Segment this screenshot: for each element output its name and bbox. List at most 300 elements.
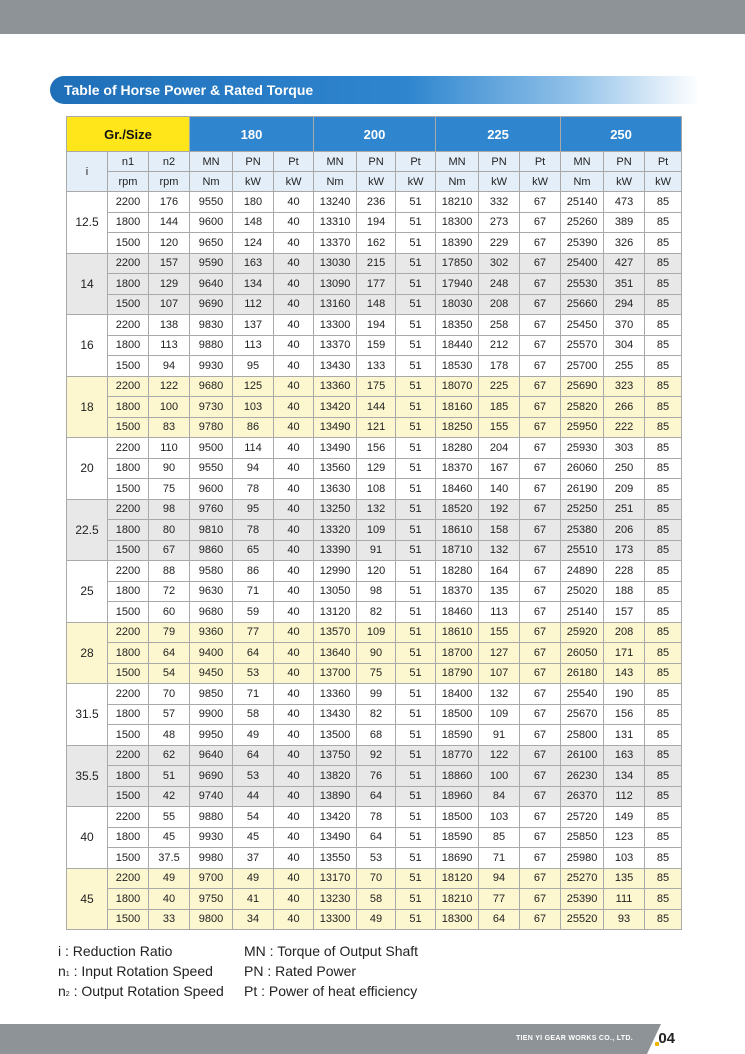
cell-pt-180: 40 [274, 192, 314, 213]
table-row [67, 499, 682, 520]
cell-pt-225: 67 [520, 458, 561, 479]
cell-pn-180: 94 [233, 458, 274, 479]
cell-pn-225: 204 [479, 438, 520, 459]
size-header-180: 180 [190, 117, 314, 152]
cell-mn-225: 18390 [436, 233, 479, 254]
cell-mn-200: 13370 [314, 335, 357, 356]
cell-pt-250: 85 [645, 335, 682, 356]
table-row [67, 376, 682, 397]
cell-mn-250: 25950 [561, 417, 604, 438]
cell-mn-200: 13420 [314, 807, 357, 828]
cell-mn-225: 18770 [436, 745, 479, 766]
cell-pn-250: 266 [604, 397, 645, 418]
cell-n2: 110 [149, 438, 190, 459]
cell-pt-225: 67 [520, 192, 561, 213]
cell-pn-225: 155 [479, 417, 520, 438]
header-row-symbols [67, 152, 682, 172]
cell-n2: 54 [149, 663, 190, 684]
cell-pt-250: 85 [645, 499, 682, 520]
legend-pt: Pt : Power of heat efficiency [244, 983, 418, 999]
cell-pt-200: 51 [396, 294, 436, 315]
kw-unit: kW [604, 172, 645, 192]
cell-pn-180: 124 [233, 233, 274, 254]
cell-pn-250: 123 [604, 827, 645, 848]
cell-pn-225: 192 [479, 499, 520, 520]
cell-mn-180: 9600 [190, 479, 233, 500]
cell-pt-200: 51 [396, 868, 436, 889]
cell-pn-180: 59 [233, 602, 274, 623]
cell-pn-200: 75 [357, 663, 396, 684]
cell-mn-180: 9550 [190, 192, 233, 213]
cell-pn-250: 222 [604, 417, 645, 438]
cell-pn-250: 370 [604, 315, 645, 336]
cell-pt-180: 40 [274, 581, 314, 602]
cell-pt-250: 85 [645, 725, 682, 746]
cell-mn-180: 9780 [190, 417, 233, 438]
cell-mn-180: 9740 [190, 786, 233, 807]
cell-pt-200: 51 [396, 479, 436, 500]
table-row [67, 807, 682, 828]
cell-mn-250: 26050 [561, 643, 604, 664]
cell-mn-250: 25020 [561, 581, 604, 602]
cell-pn-180: 113 [233, 335, 274, 356]
table-row [67, 848, 682, 869]
cell-mn-225: 18030 [436, 294, 479, 315]
cell-pt-180: 40 [274, 909, 314, 930]
cell-n2: 60 [149, 602, 190, 623]
cell-n1: 1500 [108, 909, 149, 930]
cell-pn-225: 100 [479, 766, 520, 787]
cell-pt-250: 85 [645, 479, 682, 500]
cell-mn-250: 26230 [561, 766, 604, 787]
cell-pt-200: 51 [396, 766, 436, 787]
cell-n2: 67 [149, 540, 190, 561]
cell-pt-180: 40 [274, 622, 314, 643]
cell-n2: 144 [149, 212, 190, 233]
cell-pt-200: 51 [396, 458, 436, 479]
cell-mn-250: 25720 [561, 807, 604, 828]
cell-pn-225: 164 [479, 561, 520, 582]
cell-n1: 2200 [108, 376, 149, 397]
cell-pn-180: 71 [233, 581, 274, 602]
cell-n1: 1800 [108, 335, 149, 356]
cell-pn-180: 78 [233, 520, 274, 541]
cell-pn-250: 250 [604, 458, 645, 479]
cell-pt-225: 67 [520, 335, 561, 356]
cell-pt-200: 51 [396, 602, 436, 623]
cell-pn-200: 76 [357, 766, 396, 787]
cell-pt-200: 51 [396, 438, 436, 459]
cell-pn-250: 473 [604, 192, 645, 213]
table-row [67, 663, 682, 684]
cell-n1: 1800 [108, 889, 149, 910]
cell-mn-250: 25260 [561, 212, 604, 233]
cell-mn-180: 9640 [190, 745, 233, 766]
cell-mn-180: 9650 [190, 233, 233, 254]
page-number: 04 [658, 1030, 675, 1047]
cell-pt-180: 40 [274, 233, 314, 254]
cell-pt-225: 67 [520, 602, 561, 623]
cell-pt-225: 67 [520, 376, 561, 397]
cell-mn-225: 18210 [436, 889, 479, 910]
cell-pt-225: 67 [520, 704, 561, 725]
cell-pt-225: 67 [520, 848, 561, 869]
cell-n2: 90 [149, 458, 190, 479]
cell-pt-250: 85 [645, 827, 682, 848]
cell-mn-200: 13390 [314, 540, 357, 561]
cell-mn-250: 25140 [561, 192, 604, 213]
ratio-cell: 16 [67, 315, 108, 377]
cell-mn-250: 25670 [561, 704, 604, 725]
cell-pn-180: 163 [233, 253, 274, 274]
cell-pt-180: 40 [274, 458, 314, 479]
rpm-unit: rpm [149, 172, 190, 192]
cell-pn-180: 44 [233, 786, 274, 807]
cell-pn-180: 180 [233, 192, 274, 213]
cell-pn-225: 302 [479, 253, 520, 274]
cell-mn-200: 13360 [314, 376, 357, 397]
cell-n1: 1500 [108, 479, 149, 500]
cell-mn-180: 9830 [190, 315, 233, 336]
cell-pt-250: 85 [645, 274, 682, 295]
cell-n2: 62 [149, 745, 190, 766]
cell-n2: 40 [149, 889, 190, 910]
spec-table [66, 116, 682, 930]
cell-pt-250: 85 [645, 458, 682, 479]
cell-pn-180: 71 [233, 684, 274, 705]
cell-mn-200: 13160 [314, 294, 357, 315]
gr-size-header: Gr./Size [67, 117, 190, 152]
cell-n1: 1500 [108, 294, 149, 315]
cell-n1: 1500 [108, 540, 149, 561]
cell-pn-200: 132 [357, 499, 396, 520]
cell-pn-250: 389 [604, 212, 645, 233]
cell-mn-250: 26100 [561, 745, 604, 766]
cell-pt-200: 51 [396, 212, 436, 233]
cell-n2: 157 [149, 253, 190, 274]
cell-pn-180: 58 [233, 704, 274, 725]
pt-header: Pt [520, 152, 561, 172]
cell-n2: 122 [149, 376, 190, 397]
table-row [67, 253, 682, 274]
cell-pt-225: 67 [520, 684, 561, 705]
cell-mn-180: 9680 [190, 376, 233, 397]
pn-header: PN [357, 152, 396, 172]
nm-unit: Nm [314, 172, 357, 192]
cell-pt-225: 67 [520, 786, 561, 807]
cell-pt-200: 51 [396, 233, 436, 254]
cell-pn-250: 171 [604, 643, 645, 664]
cell-pt-225: 67 [520, 745, 561, 766]
cell-pn-200: 109 [357, 622, 396, 643]
cell-n2: 100 [149, 397, 190, 418]
cell-mn-250: 25380 [561, 520, 604, 541]
cell-pt-225: 67 [520, 212, 561, 233]
cell-mn-225: 17850 [436, 253, 479, 274]
cell-mn-200: 13630 [314, 479, 357, 500]
cell-mn-250: 25250 [561, 499, 604, 520]
cell-pt-200: 51 [396, 745, 436, 766]
ratio-cell: 35.5 [67, 745, 108, 807]
cell-pt-225: 67 [520, 274, 561, 295]
cell-mn-250: 25540 [561, 684, 604, 705]
cell-mn-180: 9690 [190, 294, 233, 315]
cell-pt-225: 67 [520, 397, 561, 418]
cell-pn-225: 122 [479, 745, 520, 766]
cell-pt-250: 85 [645, 520, 682, 541]
cell-n2: 176 [149, 192, 190, 213]
cell-pn-225: 178 [479, 356, 520, 377]
cell-mn-225: 18500 [436, 807, 479, 828]
table-row [67, 315, 682, 336]
cell-n2: 113 [149, 335, 190, 356]
cell-n1: 2200 [108, 807, 149, 828]
cell-mn-200: 13490 [314, 827, 357, 848]
ratio-cell: 45 [67, 868, 108, 930]
cell-pt-250: 85 [645, 192, 682, 213]
cell-pn-250: 351 [604, 274, 645, 295]
ratio-cell: 31.5 [67, 684, 108, 746]
ratio-cell: 28 [67, 622, 108, 684]
ratio-cell: 25 [67, 561, 108, 623]
cell-pt-200: 51 [396, 909, 436, 930]
cell-pt-180: 40 [274, 397, 314, 418]
cell-n1: 1800 [108, 581, 149, 602]
cell-mn-250: 25520 [561, 909, 604, 930]
cell-pn-180: 137 [233, 315, 274, 336]
cell-pt-200: 51 [396, 786, 436, 807]
cell-pn-180: 134 [233, 274, 274, 295]
pn-header: PN [233, 152, 274, 172]
cell-mn-225: 18500 [436, 704, 479, 725]
cell-mn-200: 13230 [314, 889, 357, 910]
table-row [67, 540, 682, 561]
cell-n1: 1800 [108, 766, 149, 787]
table-row [67, 766, 682, 787]
cell-pn-200: 64 [357, 786, 396, 807]
cell-n2: 42 [149, 786, 190, 807]
cell-pn-180: 112 [233, 294, 274, 315]
cell-pt-225: 67 [520, 540, 561, 561]
cell-pt-225: 67 [520, 807, 561, 828]
cell-mn-180: 9950 [190, 725, 233, 746]
table-row [67, 335, 682, 356]
cell-pn-225: 140 [479, 479, 520, 500]
cell-mn-250: 25270 [561, 868, 604, 889]
cell-mn-250: 25140 [561, 602, 604, 623]
cell-mn-180: 9850 [190, 684, 233, 705]
cell-pn-250: 173 [604, 540, 645, 561]
cell-pn-180: 37 [233, 848, 274, 869]
cell-pn-225: 94 [479, 868, 520, 889]
ratio-cell: 12.5 [67, 192, 108, 254]
cell-pt-200: 51 [396, 253, 436, 274]
cell-pt-180: 40 [274, 725, 314, 746]
table-row [67, 827, 682, 848]
cell-pn-225: 155 [479, 622, 520, 643]
cell-pt-180: 40 [274, 766, 314, 787]
cell-pt-180: 40 [274, 253, 314, 274]
cell-pn-180: 77 [233, 622, 274, 643]
cell-mn-225: 18590 [436, 827, 479, 848]
kw-unit: kW [357, 172, 396, 192]
legend-ratio: i : Reduction Ratio [58, 943, 173, 959]
cell-pn-200: 177 [357, 274, 396, 295]
cell-pn-250: 427 [604, 253, 645, 274]
cell-pt-225: 67 [520, 766, 561, 787]
kw-unit: kW [233, 172, 274, 192]
cell-mn-180: 9930 [190, 356, 233, 377]
cell-pn-225: 158 [479, 520, 520, 541]
cell-n1: 1800 [108, 274, 149, 295]
cell-n1: 2200 [108, 561, 149, 582]
cell-pt-180: 40 [274, 684, 314, 705]
cell-pn-250: 209 [604, 479, 645, 500]
cell-pt-250: 85 [645, 909, 682, 930]
cell-pt-200: 51 [396, 376, 436, 397]
cell-pt-250: 85 [645, 704, 682, 725]
cell-pn-225: 85 [479, 827, 520, 848]
cell-pt-250: 85 [645, 766, 682, 787]
legend-pn: PN : Rated Power [244, 963, 357, 979]
cell-n1: 2200 [108, 684, 149, 705]
cell-pn-200: 78 [357, 807, 396, 828]
cell-pt-250: 85 [645, 663, 682, 684]
cell-pt-225: 67 [520, 643, 561, 664]
cell-n2: 98 [149, 499, 190, 520]
cell-mn-180: 9630 [190, 581, 233, 602]
cell-n1: 2200 [108, 499, 149, 520]
cell-pn-250: 251 [604, 499, 645, 520]
table-row [67, 274, 682, 295]
cell-pt-225: 67 [520, 253, 561, 274]
cell-pt-180: 40 [274, 786, 314, 807]
cell-pt-200: 51 [396, 335, 436, 356]
cell-n2: 129 [149, 274, 190, 295]
cell-pt-200: 51 [396, 643, 436, 664]
cell-pt-180: 40 [274, 335, 314, 356]
cell-pt-225: 67 [520, 868, 561, 889]
cell-mn-225: 18530 [436, 356, 479, 377]
cell-mn-200: 12990 [314, 561, 357, 582]
cell-pt-225: 67 [520, 663, 561, 684]
cell-pn-200: 98 [357, 581, 396, 602]
cell-pt-250: 85 [645, 602, 682, 623]
cell-mn-250: 25930 [561, 438, 604, 459]
cell-mn-250: 26060 [561, 458, 604, 479]
cell-pn-250: 304 [604, 335, 645, 356]
cell-mn-200: 13550 [314, 848, 357, 869]
cell-mn-250: 24890 [561, 561, 604, 582]
cell-mn-180: 9500 [190, 438, 233, 459]
cell-pn-200: 70 [357, 868, 396, 889]
legend-output-speed [58, 981, 224, 1005]
cell-mn-250: 25980 [561, 848, 604, 869]
cell-mn-200: 13500 [314, 725, 357, 746]
cell-pn-200: 133 [357, 356, 396, 377]
cell-pn-225: 103 [479, 807, 520, 828]
cell-pn-250: 111 [604, 889, 645, 910]
cell-pt-180: 40 [274, 745, 314, 766]
cell-pn-225: 273 [479, 212, 520, 233]
cell-mn-225: 18280 [436, 561, 479, 582]
cell-mn-225: 18280 [436, 438, 479, 459]
cell-pt-200: 51 [396, 540, 436, 561]
cell-pt-225: 67 [520, 315, 561, 336]
cell-pt-200: 51 [396, 315, 436, 336]
cell-mn-180: 9590 [190, 253, 233, 274]
cell-mn-200: 13170 [314, 868, 357, 889]
cell-mn-180: 9400 [190, 643, 233, 664]
cell-mn-250: 26190 [561, 479, 604, 500]
cell-mn-200: 13030 [314, 253, 357, 274]
cell-pt-200: 51 [396, 417, 436, 438]
cell-mn-200: 13300 [314, 315, 357, 336]
cell-mn-225: 18300 [436, 909, 479, 930]
cell-mn-180: 9690 [190, 766, 233, 787]
cell-pt-250: 85 [645, 397, 682, 418]
cell-mn-180: 9640 [190, 274, 233, 295]
cell-pn-200: 92 [357, 745, 396, 766]
cell-mn-250: 26180 [561, 663, 604, 684]
cell-n2: 45 [149, 827, 190, 848]
cell-mn-200: 13490 [314, 417, 357, 438]
cell-mn-180: 9580 [190, 561, 233, 582]
legend-n2-subscript: 2 [65, 991, 70, 998]
cell-n2: 107 [149, 294, 190, 315]
cell-pt-250: 85 [645, 848, 682, 869]
pt-header: Pt [645, 152, 682, 172]
cell-mn-225: 18590 [436, 725, 479, 746]
cell-mn-225: 18160 [436, 397, 479, 418]
table-row [67, 417, 682, 438]
cell-pt-180: 40 [274, 602, 314, 623]
ratio-header: i [67, 152, 108, 192]
cell-pt-250: 85 [645, 294, 682, 315]
cell-pn-200: 236 [357, 192, 396, 213]
cell-pt-180: 40 [274, 274, 314, 295]
cell-pt-250: 85 [645, 212, 682, 233]
cell-mn-225: 18700 [436, 643, 479, 664]
cell-mn-225: 18400 [436, 684, 479, 705]
cell-pn-225: 212 [479, 335, 520, 356]
cell-mn-225: 18370 [436, 581, 479, 602]
cell-mn-225: 18790 [436, 663, 479, 684]
table-row [67, 868, 682, 889]
table-row [67, 458, 682, 479]
cell-pn-200: 109 [357, 520, 396, 541]
cell-pn-200: 49 [357, 909, 396, 930]
cell-pt-225: 67 [520, 417, 561, 438]
cell-mn-200: 13890 [314, 786, 357, 807]
cell-pt-180: 40 [274, 889, 314, 910]
cell-pt-180: 40 [274, 561, 314, 582]
cell-pt-180: 40 [274, 417, 314, 438]
cell-mn-250: 25510 [561, 540, 604, 561]
table-row [67, 889, 682, 910]
cell-pt-200: 51 [396, 192, 436, 213]
cell-pn-250: 190 [604, 684, 645, 705]
cell-n1: 1800 [108, 704, 149, 725]
cell-n1: 1500 [108, 602, 149, 623]
legend-n2-symbol: n [58, 983, 66, 999]
ratio-cell: 22.5 [67, 499, 108, 561]
cell-n1: 1800 [108, 397, 149, 418]
cell-pt-180: 40 [274, 376, 314, 397]
cell-mn-180: 9450 [190, 663, 233, 684]
cell-pn-200: 91 [357, 540, 396, 561]
cell-pn-200: 58 [357, 889, 396, 910]
